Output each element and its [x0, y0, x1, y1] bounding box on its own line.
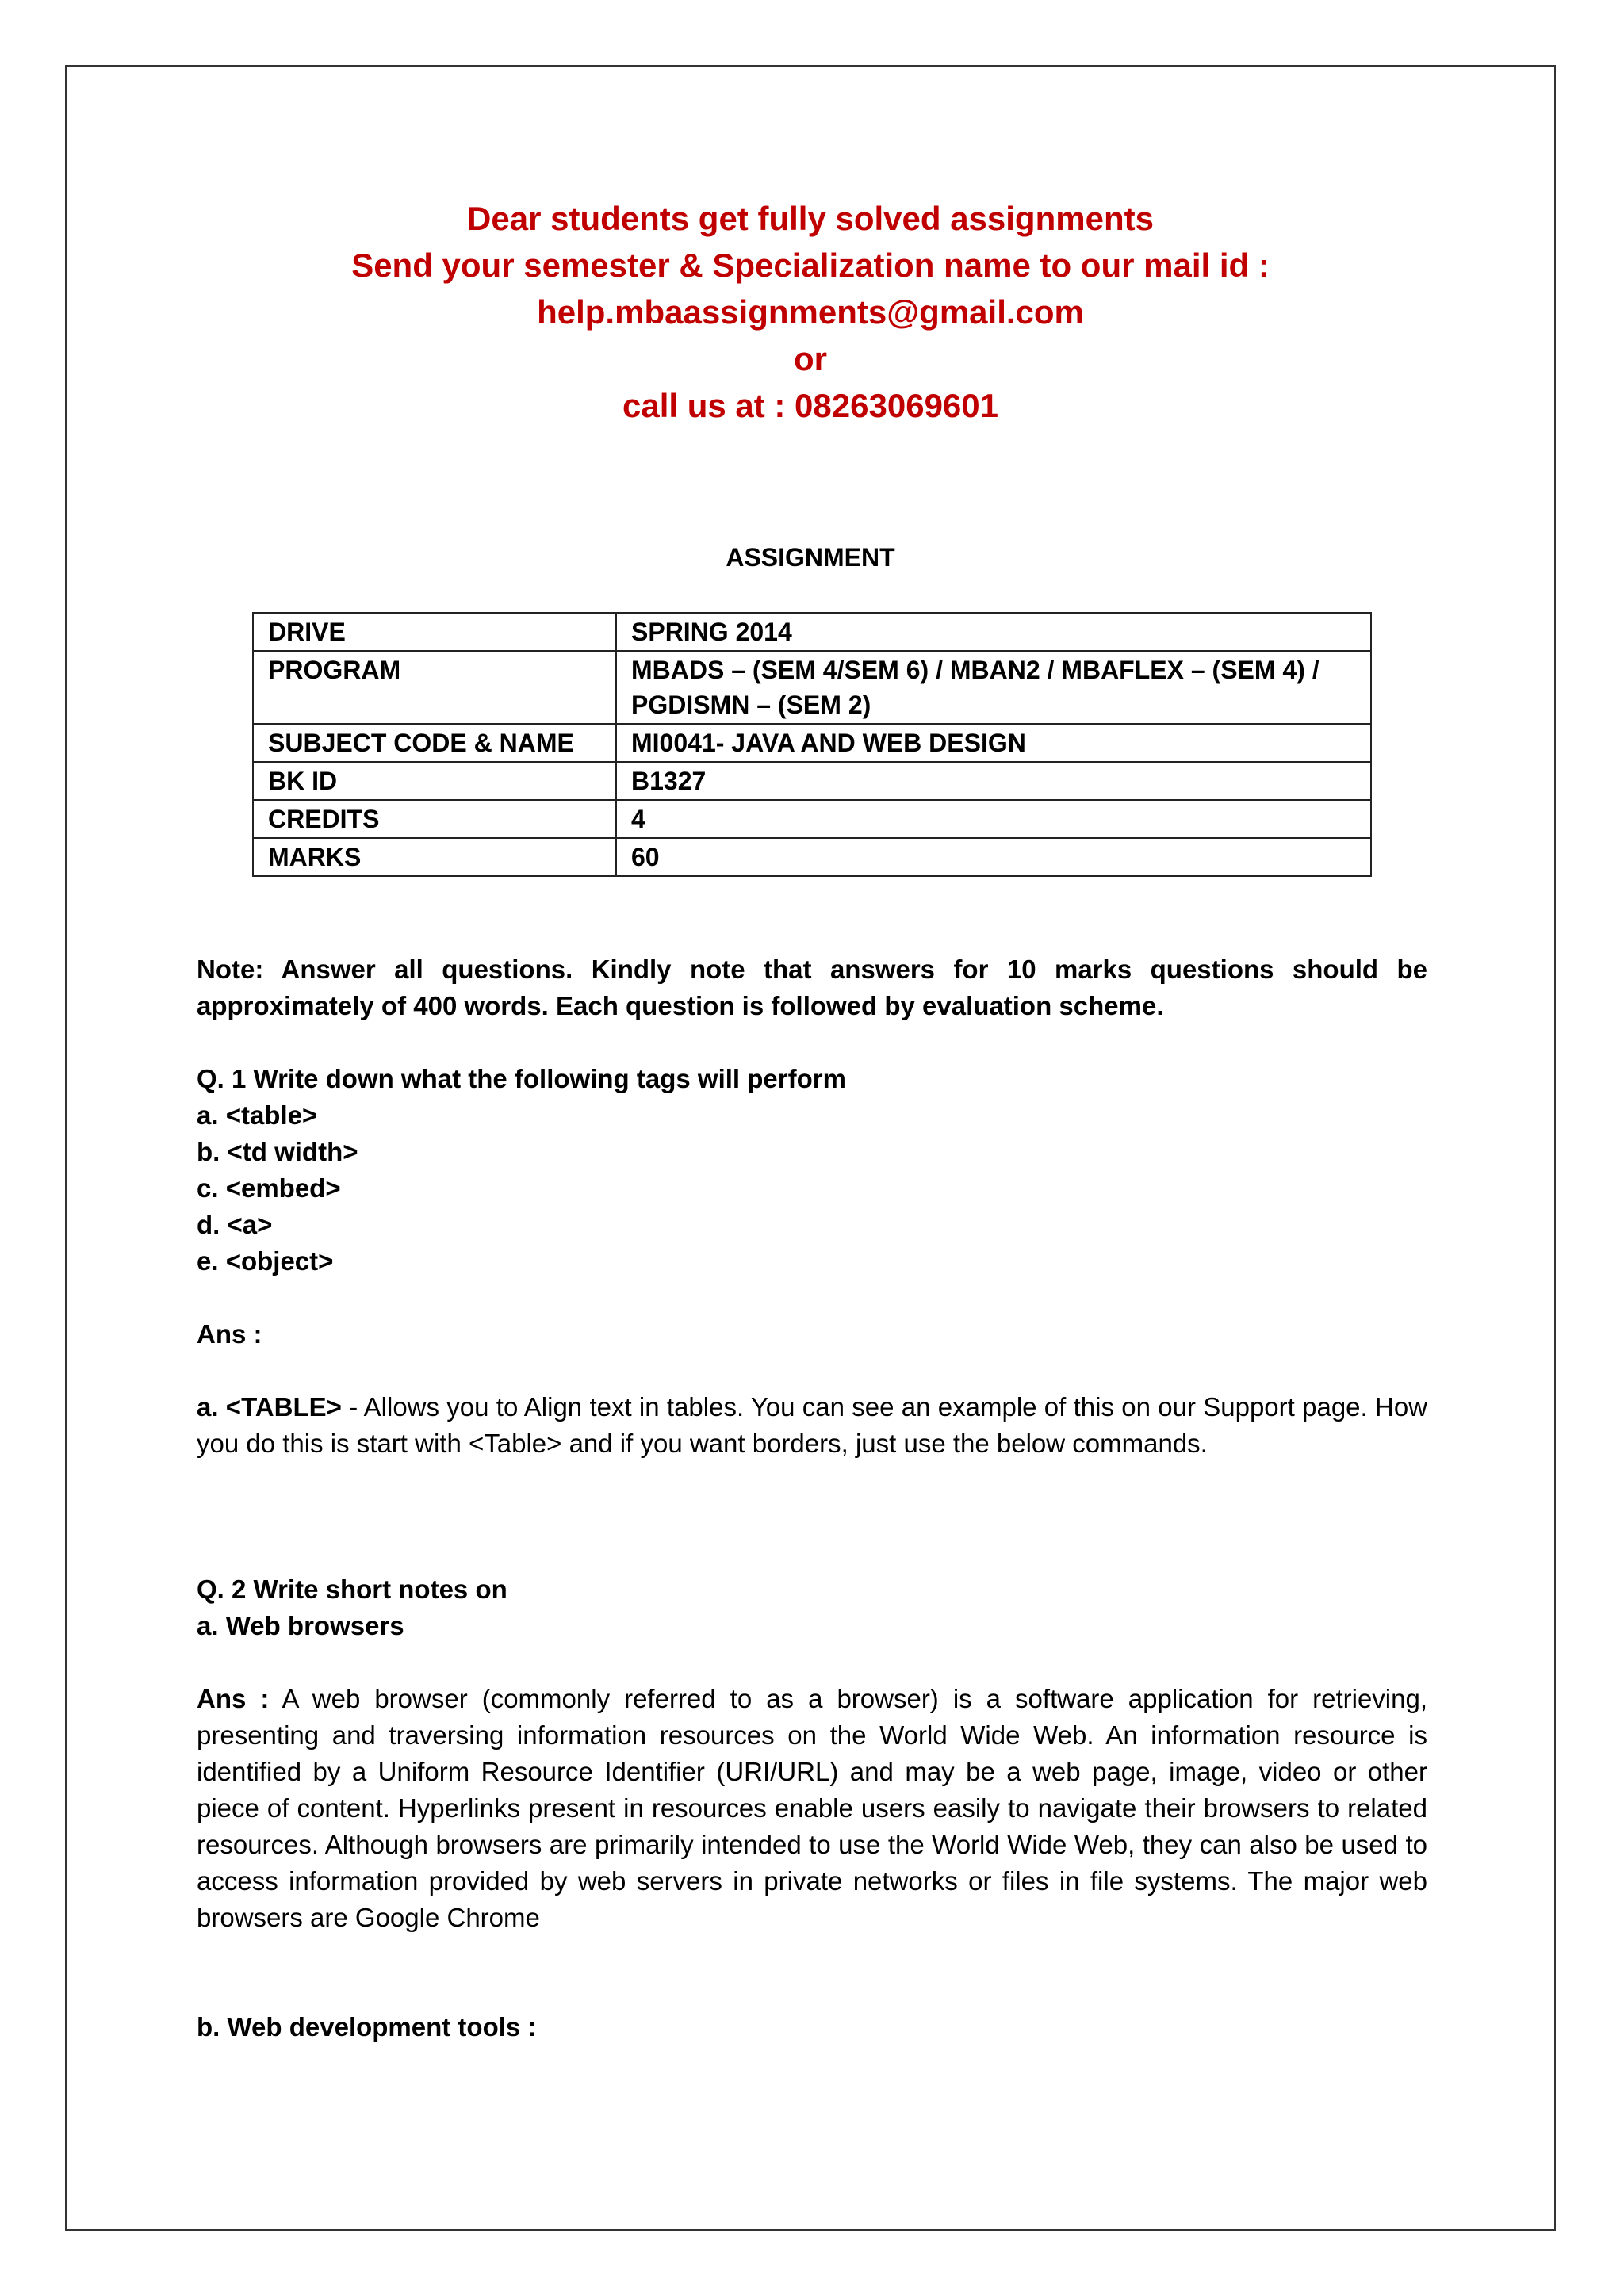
document-body [197, 951, 1427, 2045]
table-row [253, 613, 1371, 651]
answer-2a-paragraph [197, 1681, 1427, 1936]
answer-1a-text: - Allows you to Align text in tables. You can see an example of this on our Support page. How you do this is start with <Table> and if you want borders, just use the below commands. [197, 1392, 1427, 1458]
table-value-cell: B1327 [616, 762, 1371, 800]
promo-banner [65, 195, 1556, 429]
promo-line-2: Send your semester & Specialization name to our mail id : [351, 247, 1270, 284]
table-row [253, 724, 1371, 762]
answer-1a-paragraph [197, 1389, 1427, 1462]
table-value-cell: SPRING 2014 [616, 613, 1371, 651]
question-1-item: e. <object> [197, 1246, 334, 1276]
table-row [253, 838, 1371, 876]
table-key-cell: MARKS [253, 838, 616, 876]
question-1-title: Q. 1 Write down what the following tags will perform [197, 1064, 846, 1093]
question-2-part-a: a. Web browsers [197, 1611, 404, 1640]
assignment-info-table [252, 612, 1372, 877]
table-row [253, 762, 1371, 800]
note-paragraph: Note: Answer all questions. Kindly note that answers for 10 marks questions should be approximately of 400 words. Each question is followed by evaluation scheme. [197, 955, 1427, 1020]
question-1-item: b. <td width> [197, 1137, 358, 1166]
question-1-item: c. <embed> [197, 1173, 341, 1203]
table-key-cell: BK ID [253, 762, 616, 800]
table-key-cell: DRIVE [253, 613, 616, 651]
table-value-cell: MBADS – (SEM 4/SEM 6) / MBAN2 / MBAFLEX – (SEM 4) / PGDISMN – (SEM 2) [616, 651, 1371, 724]
answer-2-label: Ans : [197, 1684, 270, 1713]
promo-or: or [794, 340, 827, 377]
table-key-cell: PROGRAM [253, 651, 616, 724]
assignment-heading: ASSIGNMENT [726, 543, 895, 572]
question-1-item: d. <a> [197, 1210, 273, 1239]
question-1-item: a. <table> [197, 1100, 318, 1130]
promo-phone: call us at : 08263069601 [622, 387, 999, 424]
answer-1a-label: a. <TABLE> [197, 1392, 342, 1422]
table-value-cell: 4 [616, 800, 1371, 838]
table-value-cell: MI0041- JAVA AND WEB DESIGN [616, 724, 1371, 762]
table-value-cell: 60 [616, 838, 1371, 876]
table-row [253, 800, 1371, 838]
question-2-title: Q. 2 Write short notes on [197, 1575, 508, 1604]
question-2-part-b: b. Web development tools : [197, 2012, 537, 2042]
table-key-cell: CREDITS [253, 800, 616, 838]
promo-line-1: Dear students get fully solved assignments [467, 200, 1154, 237]
table-row [253, 651, 1371, 724]
promo-email: help.mbaassignments@gmail.com [537, 293, 1084, 331]
table-key-cell: SUBJECT CODE & NAME [253, 724, 616, 762]
answer-2a-text: A web browser (commonly referred to as a browser) is a software application for retrieving, presenting and traversing information resources on the World Wide Web. An information resource is identified by a Uniform Resource Identifier (URI/URL) and may be a web page, image, video or other piece of content. Hyperlinks present in resources enable users easily to navigate their browsers to related resources. Although browsers are primarily intended to use the World Wide Web, they can also be used to access information provided by web servers in private networks or files in file systems. The major web browsers are Google Chrome [197, 1684, 1427, 1932]
answer-1-label: Ans : [197, 1319, 262, 1349]
